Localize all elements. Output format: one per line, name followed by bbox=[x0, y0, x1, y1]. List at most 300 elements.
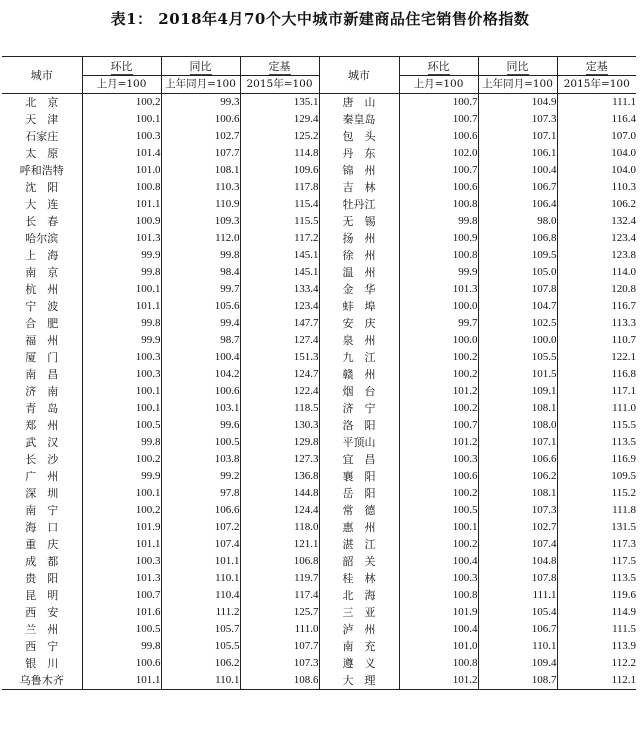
city-name: 大 理 bbox=[319, 672, 399, 690]
table-row bbox=[2, 604, 636, 621]
yoy-value: 108.1 bbox=[478, 400, 557, 417]
yoy-value: 100.6 bbox=[161, 111, 240, 128]
mom-value: 100.3 bbox=[82, 366, 161, 383]
mom-value: 100.0 bbox=[399, 298, 478, 315]
yoy-value: 107.3 bbox=[478, 111, 557, 128]
base-value: 119.6 bbox=[557, 587, 636, 604]
yoy-value: 102.7 bbox=[161, 128, 240, 145]
yoy-value: 97.8 bbox=[161, 485, 240, 502]
header-base-right: 定基 bbox=[557, 57, 636, 76]
mom-value: 100.8 bbox=[399, 247, 478, 264]
yoy-value: 106.6 bbox=[161, 502, 240, 519]
yoy-value: 103.1 bbox=[161, 400, 240, 417]
yoy-value: 105.6 bbox=[161, 298, 240, 315]
yoy-value: 107.8 bbox=[478, 570, 557, 587]
table-row bbox=[2, 434, 636, 451]
mom-value: 100.9 bbox=[82, 213, 161, 230]
base-value: 112.1 bbox=[557, 672, 636, 690]
yoy-value: 104.9 bbox=[478, 94, 557, 112]
table-row bbox=[2, 111, 636, 128]
mom-value: 99.9 bbox=[82, 468, 161, 485]
base-value: 124.4 bbox=[240, 502, 319, 519]
mom-value: 100.8 bbox=[399, 196, 478, 213]
yoy-value: 108.1 bbox=[478, 485, 557, 502]
mom-value: 100.1 bbox=[82, 485, 161, 502]
city-name: 韶 关 bbox=[319, 553, 399, 570]
yoy-value: 107.8 bbox=[478, 281, 557, 298]
price-index-table bbox=[2, 56, 636, 690]
base-value: 135.1 bbox=[240, 94, 319, 112]
mom-value: 100.2 bbox=[82, 94, 161, 112]
yoy-value: 108.7 bbox=[478, 672, 557, 690]
yoy-value: 106.6 bbox=[478, 451, 557, 468]
base-value: 144.8 bbox=[240, 485, 319, 502]
mom-value: 100.3 bbox=[82, 128, 161, 145]
city-name: 洛 阳 bbox=[319, 417, 399, 434]
base-value: 110.3 bbox=[557, 179, 636, 196]
mom-value: 101.4 bbox=[82, 145, 161, 162]
mom-value: 100.7 bbox=[399, 162, 478, 179]
mom-value: 101.0 bbox=[82, 162, 161, 179]
yoy-value: 104.8 bbox=[478, 553, 557, 570]
yoy-value: 105.7 bbox=[161, 621, 240, 638]
yoy-value: 106.2 bbox=[161, 655, 240, 672]
city-name: 牡丹江 bbox=[319, 196, 399, 213]
base-value: 119.7 bbox=[240, 570, 319, 587]
base-value: 113.5 bbox=[557, 434, 636, 451]
mom-value: 100.7 bbox=[399, 111, 478, 128]
base-value: 117.4 bbox=[240, 587, 319, 604]
table-row bbox=[2, 179, 636, 196]
header-city-left: 城市 bbox=[2, 57, 82, 94]
city-name: 银 川 bbox=[25, 657, 59, 670]
mom-value: 99.9 bbox=[82, 332, 161, 349]
yoy-value: 106.1 bbox=[478, 145, 557, 162]
yoy-value: 110.1 bbox=[161, 570, 240, 587]
header-yoy-left: 同比 bbox=[161, 57, 240, 76]
yoy-value: 98.7 bbox=[161, 332, 240, 349]
yoy-value: 106.2 bbox=[478, 468, 557, 485]
yoy-value: 104.2 bbox=[161, 366, 240, 383]
city-name: 常 德 bbox=[319, 502, 399, 519]
city-name: 深 圳 bbox=[25, 487, 59, 500]
table-row bbox=[2, 519, 636, 536]
yoy-value: 110.3 bbox=[161, 179, 240, 196]
yoy-value: 111.2 bbox=[161, 604, 240, 621]
yoy-value: 98.0 bbox=[478, 213, 557, 230]
base-value: 122.4 bbox=[240, 383, 319, 400]
table-row bbox=[2, 332, 636, 349]
city-name: 大 连 bbox=[25, 198, 59, 211]
mom-value: 101.2 bbox=[399, 672, 478, 690]
city-name: 郑 州 bbox=[25, 419, 59, 432]
city-name: 烟 台 bbox=[319, 383, 399, 400]
base-value: 116.9 bbox=[557, 451, 636, 468]
city-name: 沈 阳 bbox=[25, 181, 59, 194]
city-name: 贵 阳 bbox=[25, 572, 59, 585]
city-name: 广 州 bbox=[25, 470, 59, 483]
base-value: 106.2 bbox=[557, 196, 636, 213]
city-name: 成 都 bbox=[25, 555, 59, 568]
yoy-value: 106.7 bbox=[478, 621, 557, 638]
table-row bbox=[2, 485, 636, 502]
mom-value: 100.4 bbox=[399, 553, 478, 570]
city-name: 扬 州 bbox=[319, 230, 399, 247]
city-name: 南 昌 bbox=[25, 368, 59, 381]
base-value: 113.9 bbox=[557, 638, 636, 655]
city-name: 泉 州 bbox=[319, 332, 399, 349]
base-value: 118.5 bbox=[240, 400, 319, 417]
city-name: 上 海 bbox=[25, 249, 59, 262]
table-row bbox=[2, 213, 636, 230]
base-value: 113.3 bbox=[557, 315, 636, 332]
mom-value: 99.8 bbox=[82, 315, 161, 332]
table-row bbox=[2, 145, 636, 162]
mom-value: 100.0 bbox=[399, 332, 478, 349]
city-name: 包 头 bbox=[319, 128, 399, 145]
yoy-value: 100.4 bbox=[478, 162, 557, 179]
city-name: 惠 州 bbox=[319, 519, 399, 536]
base-value: 104.0 bbox=[557, 145, 636, 162]
base-value: 117.5 bbox=[557, 553, 636, 570]
mom-value: 100.7 bbox=[399, 94, 478, 112]
yoy-value: 100.0 bbox=[478, 332, 557, 349]
mom-value: 100.4 bbox=[399, 621, 478, 638]
yoy-value: 99.6 bbox=[161, 417, 240, 434]
yoy-value: 105.4 bbox=[478, 604, 557, 621]
city-name: 丹 东 bbox=[319, 145, 399, 162]
mom-value: 100.1 bbox=[399, 519, 478, 536]
base-value: 127.3 bbox=[240, 451, 319, 468]
yoy-value: 107.3 bbox=[478, 502, 557, 519]
mom-value: 100.2 bbox=[399, 536, 478, 553]
city-name: 青 岛 bbox=[25, 402, 59, 415]
mom-value: 100.5 bbox=[399, 502, 478, 519]
base-value: 116.4 bbox=[557, 111, 636, 128]
base-value: 124.7 bbox=[240, 366, 319, 383]
table-row bbox=[2, 655, 636, 672]
city-name: 温 州 bbox=[319, 264, 399, 281]
yoy-value: 99.4 bbox=[161, 315, 240, 332]
city-name: 湛 江 bbox=[319, 536, 399, 553]
city-name: 哈尔滨 bbox=[25, 232, 59, 245]
base-value: 114.0 bbox=[557, 264, 636, 281]
mom-value: 99.9 bbox=[82, 247, 161, 264]
base-value: 115.5 bbox=[240, 213, 319, 230]
base-value: 123.8 bbox=[557, 247, 636, 264]
base-value: 110.7 bbox=[557, 332, 636, 349]
base-value: 127.4 bbox=[240, 332, 319, 349]
base-value: 125.7 bbox=[240, 604, 319, 621]
yoy-value: 105.5 bbox=[161, 638, 240, 655]
mom-value: 102.0 bbox=[399, 145, 478, 162]
base-value: 109.5 bbox=[557, 468, 636, 485]
yoy-value: 108.0 bbox=[478, 417, 557, 434]
mom-value: 100.2 bbox=[82, 502, 161, 519]
base-value: 145.1 bbox=[240, 264, 319, 281]
mom-value: 101.2 bbox=[399, 383, 478, 400]
base-value: 136.8 bbox=[240, 468, 319, 485]
city-name: 襄 阳 bbox=[319, 468, 399, 485]
base-value: 113.5 bbox=[557, 570, 636, 587]
header-city-right: 城市 bbox=[319, 57, 399, 94]
city-name: 岳 阳 bbox=[319, 485, 399, 502]
base-value: 116.8 bbox=[557, 366, 636, 383]
yoy-value: 107.7 bbox=[161, 145, 240, 162]
city-name: 九 江 bbox=[319, 349, 399, 366]
subheader-mom-left: 上月=100 bbox=[82, 76, 161, 94]
base-value: 116.7 bbox=[557, 298, 636, 315]
yoy-value: 105.5 bbox=[478, 349, 557, 366]
header-base-left: 定基 bbox=[240, 57, 319, 76]
table-row bbox=[2, 638, 636, 655]
mom-value: 100.7 bbox=[399, 417, 478, 434]
city-name: 乌鲁木齐 bbox=[2, 672, 82, 690]
city-name: 三 亚 bbox=[319, 604, 399, 621]
yoy-value: 109.5 bbox=[478, 247, 557, 264]
city-name: 锦 州 bbox=[319, 162, 399, 179]
mom-value: 99.8 bbox=[82, 638, 161, 655]
city-name: 唐 山 bbox=[319, 94, 399, 112]
yoy-value: 106.8 bbox=[478, 230, 557, 247]
city-name: 福 州 bbox=[25, 334, 59, 347]
mom-value: 101.3 bbox=[82, 230, 161, 247]
city-name: 石家庄 bbox=[25, 130, 59, 143]
city-name: 秦皇岛 bbox=[319, 111, 399, 128]
yoy-value: 107.4 bbox=[478, 536, 557, 553]
mom-value: 101.3 bbox=[399, 281, 478, 298]
base-value: 106.8 bbox=[240, 553, 319, 570]
yoy-value: 100.5 bbox=[161, 434, 240, 451]
yoy-value: 106.7 bbox=[478, 179, 557, 196]
city-name: 吉 林 bbox=[319, 179, 399, 196]
table-row bbox=[2, 553, 636, 570]
mom-value: 99.8 bbox=[82, 264, 161, 281]
base-value: 129.8 bbox=[240, 434, 319, 451]
yoy-value: 107.1 bbox=[478, 434, 557, 451]
base-value: 132.4 bbox=[557, 213, 636, 230]
city-name: 徐 州 bbox=[319, 247, 399, 264]
mom-value: 101.1 bbox=[82, 196, 161, 213]
base-value: 117.3 bbox=[557, 536, 636, 553]
yoy-value: 110.4 bbox=[161, 587, 240, 604]
base-value: 111.1 bbox=[557, 94, 636, 112]
base-value: 117.1 bbox=[557, 383, 636, 400]
subheader-mom-right: 上月=100 bbox=[399, 76, 478, 94]
header-yoy-right: 同比 bbox=[478, 57, 557, 76]
base-value: 107.0 bbox=[557, 128, 636, 145]
base-value: 115.2 bbox=[557, 485, 636, 502]
mom-value: 101.0 bbox=[399, 638, 478, 655]
mom-value: 99.7 bbox=[399, 315, 478, 332]
base-value: 112.2 bbox=[557, 655, 636, 672]
yoy-value: 110.1 bbox=[161, 672, 240, 690]
base-value: 118.0 bbox=[240, 519, 319, 536]
table-row bbox=[2, 468, 636, 485]
subheader-yoy-right: 上年同月=100 bbox=[478, 76, 557, 94]
base-value: 130.3 bbox=[240, 417, 319, 434]
city-name: 武 汉 bbox=[25, 436, 59, 449]
base-value: 104.0 bbox=[557, 162, 636, 179]
yoy-value: 102.7 bbox=[478, 519, 557, 536]
table-row bbox=[2, 451, 636, 468]
base-value: 114.8 bbox=[240, 145, 319, 162]
base-value: 111.0 bbox=[557, 400, 636, 417]
header-mom-right: 环比 bbox=[399, 57, 478, 76]
city-name: 杭 州 bbox=[25, 283, 59, 296]
city-name: 兰 州 bbox=[25, 623, 59, 636]
mom-value: 101.3 bbox=[82, 570, 161, 587]
yoy-value: 108.1 bbox=[161, 162, 240, 179]
mom-value: 100.3 bbox=[82, 349, 161, 366]
yoy-value: 99.3 bbox=[161, 94, 240, 112]
yoy-value: 98.4 bbox=[161, 264, 240, 281]
base-value: 123.4 bbox=[240, 298, 319, 315]
yoy-value: 101.1 bbox=[161, 553, 240, 570]
mom-value: 101.6 bbox=[82, 604, 161, 621]
mom-value: 99.8 bbox=[399, 213, 478, 230]
yoy-value: 111.1 bbox=[478, 587, 557, 604]
yoy-value: 112.0 bbox=[161, 230, 240, 247]
city-name: 平顶山 bbox=[319, 434, 399, 451]
mom-value: 100.2 bbox=[399, 485, 478, 502]
city-name: 西 安 bbox=[25, 606, 59, 619]
mom-value: 101.1 bbox=[82, 298, 161, 315]
mom-value: 100.6 bbox=[82, 655, 161, 672]
city-name: 宁 波 bbox=[25, 300, 59, 313]
mom-value: 100.2 bbox=[82, 451, 161, 468]
table-row bbox=[2, 281, 636, 298]
base-value: 133.4 bbox=[240, 281, 319, 298]
mom-value: 101.9 bbox=[399, 604, 478, 621]
mom-value: 100.3 bbox=[82, 553, 161, 570]
yoy-value: 100.6 bbox=[161, 383, 240, 400]
yoy-value: 106.4 bbox=[478, 196, 557, 213]
base-value: 117.2 bbox=[240, 230, 319, 247]
city-name: 天 津 bbox=[25, 113, 59, 126]
mom-value: 100.6 bbox=[399, 468, 478, 485]
mom-value: 100.2 bbox=[399, 349, 478, 366]
table-row bbox=[2, 230, 636, 247]
base-value: 107.7 bbox=[240, 638, 319, 655]
city-name: 安 庆 bbox=[319, 315, 399, 332]
mom-value: 100.9 bbox=[399, 230, 478, 247]
base-value: 125.2 bbox=[240, 128, 319, 145]
base-value: 123.4 bbox=[557, 230, 636, 247]
mom-value: 101.9 bbox=[82, 519, 161, 536]
yoy-value: 107.2 bbox=[161, 519, 240, 536]
city-name: 桂 林 bbox=[319, 570, 399, 587]
yoy-value: 104.7 bbox=[478, 298, 557, 315]
mom-value: 100.5 bbox=[82, 417, 161, 434]
header-mom-left: 环比 bbox=[82, 57, 161, 76]
base-value: 111.0 bbox=[240, 621, 319, 638]
base-value: 120.8 bbox=[557, 281, 636, 298]
table-row bbox=[2, 417, 636, 434]
mom-value: 101.2 bbox=[399, 434, 478, 451]
table-row bbox=[2, 536, 636, 553]
mom-value: 100.1 bbox=[82, 383, 161, 400]
table-row bbox=[2, 264, 636, 281]
table-row bbox=[2, 298, 636, 315]
table-row bbox=[2, 162, 636, 179]
table-row bbox=[2, 400, 636, 417]
city-name: 重 庆 bbox=[25, 538, 59, 551]
base-value: 111.8 bbox=[557, 502, 636, 519]
mom-value: 100.8 bbox=[82, 179, 161, 196]
mom-value: 100.7 bbox=[82, 587, 161, 604]
yoy-value: 100.4 bbox=[161, 349, 240, 366]
city-name: 长 春 bbox=[25, 215, 59, 228]
mom-value: 99.9 bbox=[399, 264, 478, 281]
subheader-yoy-left: 上年同月=100 bbox=[161, 76, 240, 94]
city-name: 遵 义 bbox=[319, 655, 399, 672]
mom-value: 100.1 bbox=[82, 281, 161, 298]
city-name: 长 沙 bbox=[25, 453, 59, 466]
table-row bbox=[2, 94, 636, 112]
table-row bbox=[2, 383, 636, 400]
yoy-value: 110.1 bbox=[478, 638, 557, 655]
yoy-value: 102.5 bbox=[478, 315, 557, 332]
city-name: 海 口 bbox=[25, 521, 59, 534]
table-row bbox=[2, 366, 636, 383]
city-name: 蚌 埠 bbox=[319, 298, 399, 315]
mom-value: 100.2 bbox=[399, 366, 478, 383]
mom-value: 100.8 bbox=[399, 587, 478, 604]
mom-value: 100.6 bbox=[399, 128, 478, 145]
table-row bbox=[2, 621, 636, 638]
city-name: 泸 州 bbox=[319, 621, 399, 638]
table-title: 表1： 2018年4月70个大中城市新建商品住宅销售价格指数 bbox=[110, 10, 530, 28]
city-name: 西 宁 bbox=[25, 640, 59, 653]
base-value: 115.5 bbox=[557, 417, 636, 434]
subheader-base-right: 2015年=100 bbox=[557, 76, 636, 94]
base-value: 121.1 bbox=[240, 536, 319, 553]
table-body bbox=[2, 94, 636, 690]
yoy-value: 105.0 bbox=[478, 264, 557, 281]
subheader-base-left: 2015年=100 bbox=[240, 76, 319, 94]
base-value: 122.1 bbox=[557, 349, 636, 366]
mom-value: 101.1 bbox=[82, 672, 161, 690]
city-name: 南 充 bbox=[319, 638, 399, 655]
mom-value: 100.1 bbox=[82, 111, 161, 128]
city-name: 昆 明 bbox=[25, 589, 59, 602]
city-name: 金 华 bbox=[319, 281, 399, 298]
yoy-value: 109.4 bbox=[478, 655, 557, 672]
yoy-value: 99.8 bbox=[161, 247, 240, 264]
city-name: 太 原 bbox=[25, 147, 59, 160]
table-row bbox=[2, 128, 636, 145]
table-row bbox=[2, 587, 636, 604]
base-value: 114.9 bbox=[557, 604, 636, 621]
mom-value: 100.2 bbox=[399, 400, 478, 417]
yoy-value: 103.8 bbox=[161, 451, 240, 468]
yoy-value: 99.2 bbox=[161, 468, 240, 485]
table-row bbox=[2, 196, 636, 213]
table-row bbox=[2, 672, 636, 690]
mom-value: 99.8 bbox=[82, 434, 161, 451]
city-name: 北 海 bbox=[319, 587, 399, 604]
yoy-value: 107.4 bbox=[161, 536, 240, 553]
table-row bbox=[2, 349, 636, 366]
yoy-value: 109.1 bbox=[478, 383, 557, 400]
yoy-value: 99.7 bbox=[161, 281, 240, 298]
yoy-value: 101.5 bbox=[478, 366, 557, 383]
base-value: 147.7 bbox=[240, 315, 319, 332]
table-row bbox=[2, 247, 636, 264]
base-value: 107.3 bbox=[240, 655, 319, 672]
mom-value: 100.3 bbox=[399, 570, 478, 587]
